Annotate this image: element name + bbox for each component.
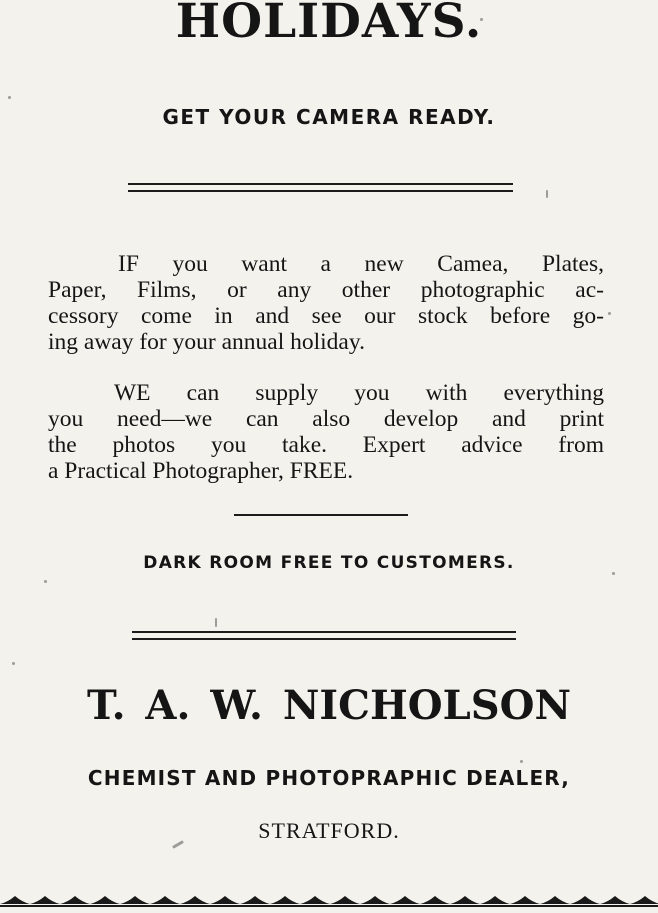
double-rule-top: [128, 190, 513, 192]
paragraph-line: IF you want a new Camea, Plates,: [118, 251, 604, 277]
paragraph-line: you need—we can also develop and print: [48, 406, 604, 432]
headline: HOLIDAYS.: [175, 0, 483, 49]
scan-speck: [12, 662, 15, 665]
paragraph-line: Paper, Films, or any other photographic ac-: [48, 277, 604, 303]
scan-speck: [44, 580, 47, 583]
paragraph-intro: [48, 251, 604, 355]
scan-speck: [546, 190, 548, 198]
scan-speck: [520, 760, 523, 763]
paragraph-line: the photos you take. Expert advice from: [48, 432, 604, 458]
business-type: CHEMIST AND PHOTOPRAPHIC DEALER,: [87, 766, 571, 790]
double-rule-bottom: [132, 638, 516, 640]
business-name: T. A. W. NICHOLSON: [86, 682, 572, 729]
divider-rule: [234, 514, 408, 516]
scan-speck: [8, 96, 11, 99]
ornamental-border: [0, 884, 658, 913]
double-rule-bottom: [132, 631, 516, 633]
paragraph-line: cessory come in and see our stock before go-: [48, 303, 604, 329]
scan-speck: [608, 312, 611, 315]
location: STRATFORD.: [258, 818, 400, 843]
paragraph-line: ing away for your annual holiday.: [48, 329, 365, 355]
paragraph-services: [48, 380, 604, 484]
scan-speck: [215, 618, 217, 627]
subheading: GET YOUR CAMERA READY.: [162, 105, 496, 129]
paragraph-line: WE can supply you with everything: [114, 380, 604, 406]
paragraph-line: a Practical Photographer, FREE.: [48, 458, 354, 484]
double-rule-top: [128, 183, 513, 185]
dark-room-notice: DARK ROOM FREE TO CUSTOMERS.: [143, 553, 515, 573]
